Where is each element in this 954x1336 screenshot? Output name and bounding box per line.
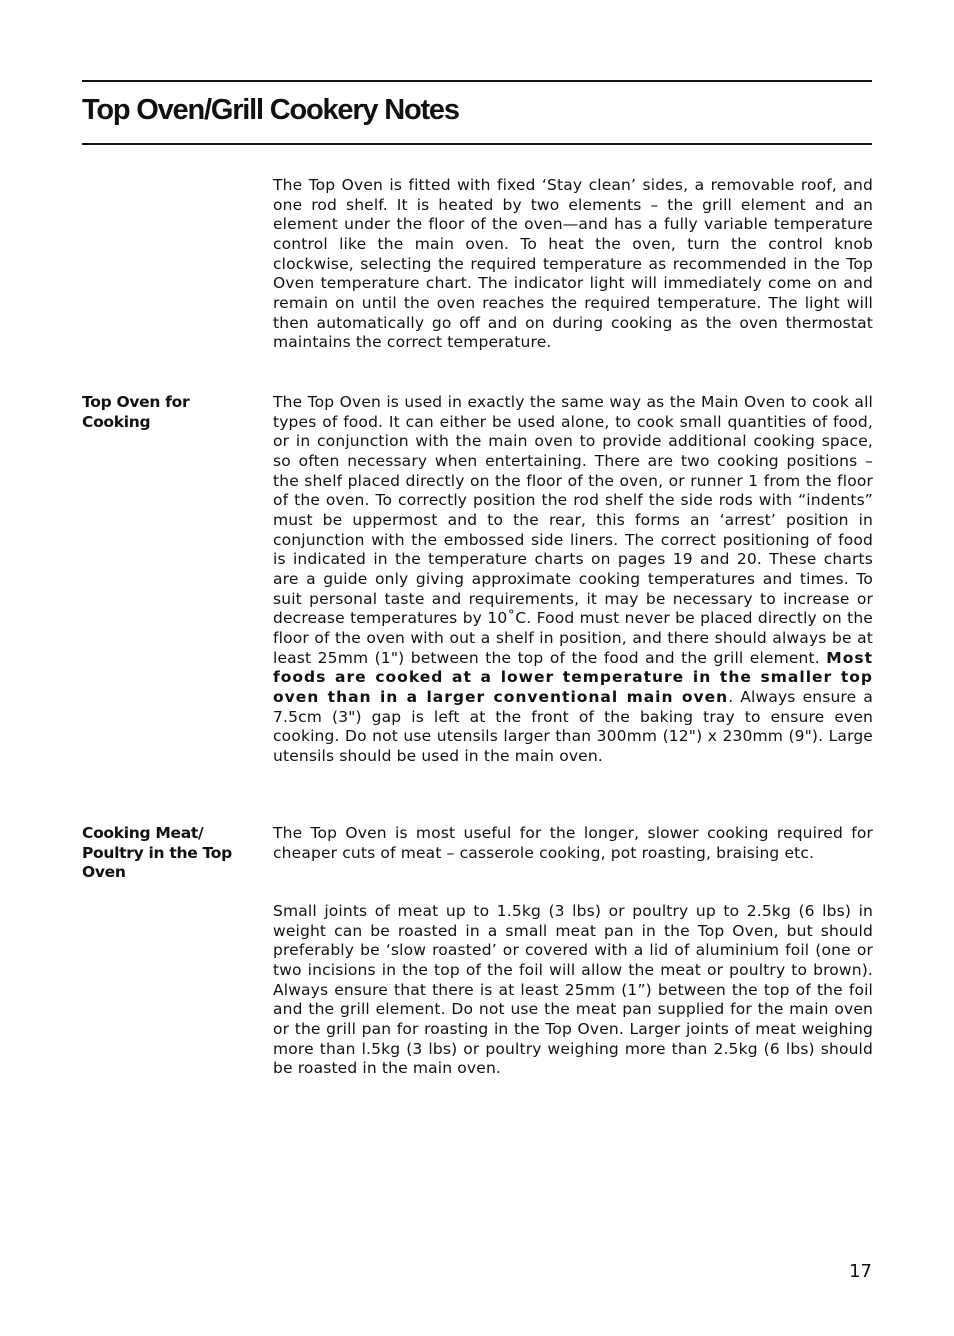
title-underline — [82, 143, 872, 145]
bold-emphasis: Most foods are cooked at a lower temperature in the smaller top oven than in a larger conventional main oven — [273, 648, 873, 706]
paragraph-text-start: The Top Oven is used in exactly the same way as the Main Oven to cook all types of food. It can either be used alone, to cook small quantities of food, or in conjunction with the main oven to provide additional cooking space, so often necessary when entertaining. There are two cooking positions – the shelf placed directly on the floor of the oven, or runner 1 from the floor of the oven. To correctly position the rod shelf the side rods with “indents” must be uppermost and to the rear, this forms an ‘arrest’ position in conjunction with the embossed side liners. The correct positioning of food is indicated in the temperature charts on pages 19 and 20. These charts are a guide only giving approximate cooking temperatures and times. To suit personal taste and requirements, it may be necessary to increase or decrease temperatures by 10˚C. Food must never be placed directly on the floor of the oven with out a shelf in position, and there should always be at least 25mm (1") between the top of the food and the grill element. — [273, 393, 873, 667]
page-number: 17 — [849, 1261, 872, 1282]
top-oven-cooking-paragraph — [273, 393, 873, 766]
meat-poultry-paragraph-1: The Top Oven is most useful for the longer, slower cooking required for cheaper cuts of meat – casserole cooking, pot roasting, braising etc. — [273, 824, 873, 862]
section-heading-cooking-meat-poultry: Cooking Meat/ Poultry in the Top Oven — [82, 824, 232, 882]
intro-paragraph: The Top Oven is fitted with fixed ‘Stay clean’ sides, a removable roof, and one rod shelf. It is heated by two elements – the grill element and an element under the floor of the oven—and has a fully variable temperature control like the main oven. To heat the oven, turn the control knob clockwise, selecting the required temperature as recommended in the Top Oven temperature chart. The indicator light will immediately come on and remain on until the oven reaches the required temperature. The light will then automatically go off and on during cooking as the oven thermostat maintains the correct temperature. — [273, 176, 873, 352]
section-heading-top-oven-for-cooking: Top Oven for Cooking — [82, 393, 190, 431]
top-rule — [82, 80, 872, 82]
page-title: Top Oven/Grill Cookery Notes — [82, 94, 459, 126]
paragraph-text-end: . Always ensure a 7.5cm (3") gap is left at the front of the baking tray to ensure even cooking. Do not use utensils larger than 300mm (12") x 230mm (9"). Large utensils should be used in the main oven. — [273, 687, 873, 765]
meat-poultry-paragraph-2: Small joints of meat up to 1.5kg (3 lbs) or poultry up to 2.5kg (6 lbs) in weight can be roasted in a small meat pan in the Top Oven, but should preferably be ‘slow roasted’ or covered with a lid of aluminium foil (one or two incisions in the top of the foil will allow the meat or poultry to brown). Always ensure that there is at least 25mm (1”) between the top of the foil and the grill element. Do not use the meat pan supplied for the main oven or the grill pan for roasting in the Top Oven. Larger joints of meat weighing more than l.5kg (3 lbs) or poultry weighing more than 2.5kg (6 lbs) should be roasted in the main oven. — [273, 902, 873, 1078]
